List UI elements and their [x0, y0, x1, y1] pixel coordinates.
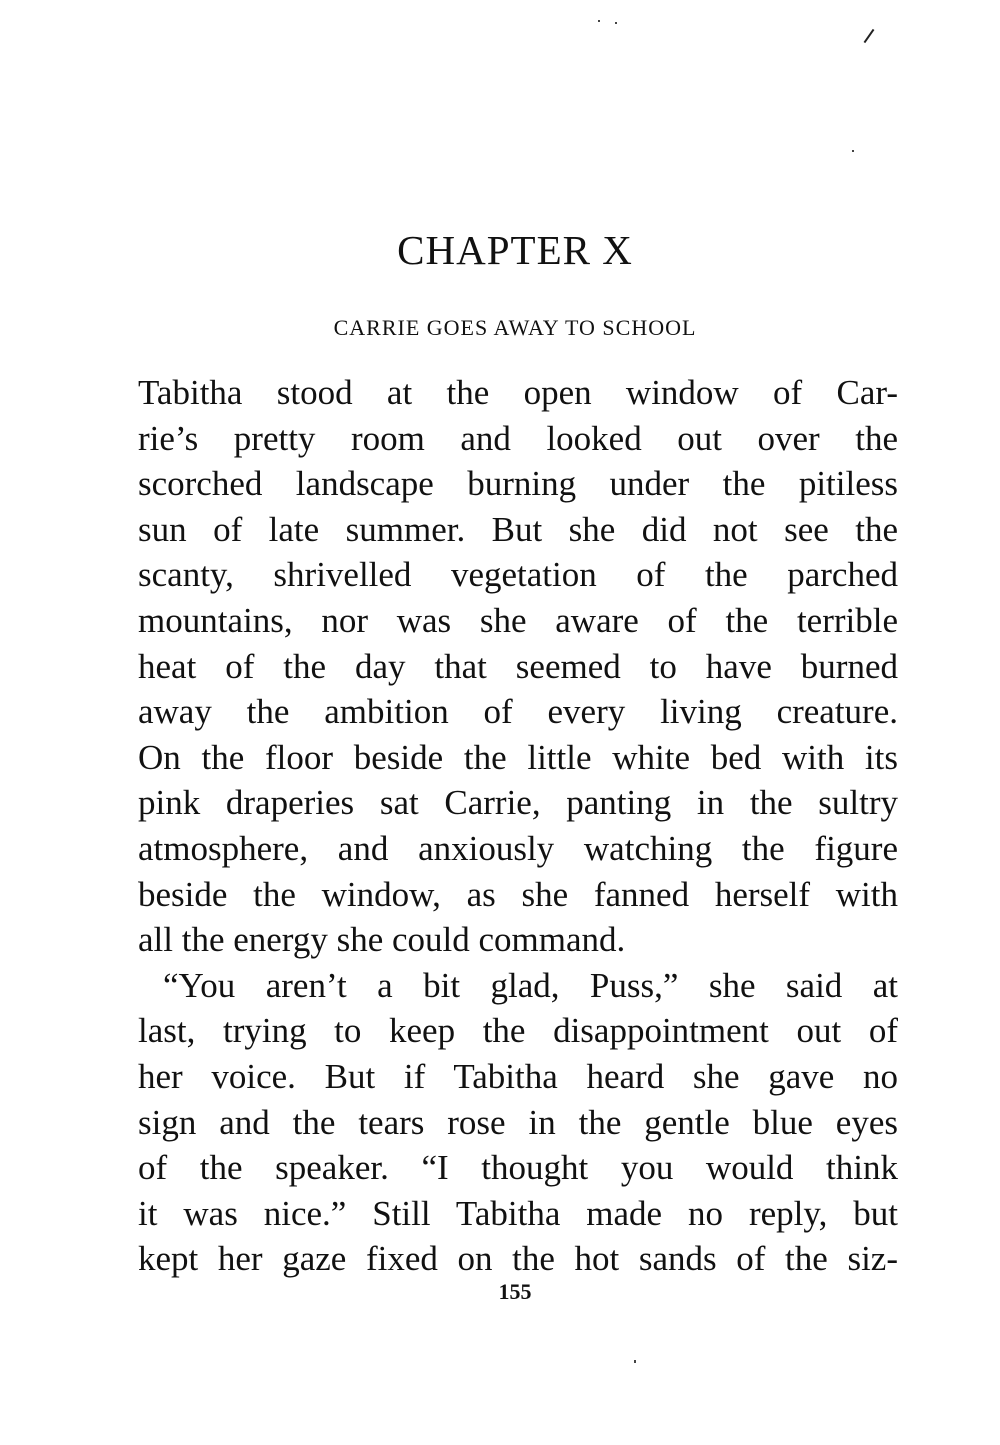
text-line: of the speaker. “I thought you would think — [138, 1148, 898, 1188]
text-line: beside the window, as she fanned herself with — [138, 874, 898, 914]
scan-speck — [615, 22, 617, 24]
text-line: Tabitha stood at the open window of Car- — [138, 373, 898, 412]
chapter-subtitle: CARRIE GOES AWAY TO SCHOOL — [333, 315, 697, 340]
text-line: heat of the day that seemed to have burned — [138, 646, 898, 686]
scan-mark — [864, 29, 875, 43]
body-text — [138, 370, 898, 1282]
text-line: rie’s pretty room and looked out over the — [138, 418, 898, 458]
text-line: On the floor beside the little white bed with its — [138, 737, 898, 777]
text-line: all the energy she could command. — [138, 920, 626, 960]
scan-speck — [598, 20, 600, 22]
text-line: scanty, shrivelled vegetation of the parched — [138, 555, 898, 595]
text-line: sun of late summer. But she did not see the — [138, 509, 898, 549]
text-line: away the ambition of every living creature. — [138, 692, 898, 732]
text-line: scorched landscape burning under the pitiless — [138, 464, 898, 504]
text-line: last, trying to keep the disappointment out of — [138, 1011, 898, 1051]
text-line: pink draperies sat Carrie, panting in the sultry — [138, 783, 898, 823]
text-line: her voice. But if Tabitha heard she gave no — [138, 1056, 898, 1096]
text-line: it was nice.” Still Tabitha made no reply, but — [138, 1193, 898, 1233]
chapter-title: CHAPTER X — [397, 227, 633, 273]
text-line: mountains, nor was she aware of the terrible — [138, 600, 898, 640]
text-line: atmosphere, and anxiously watching the figure — [138, 828, 898, 868]
page-number: 155 — [498, 1279, 532, 1304]
text-line: sign and the tears rose in the gentle blue eyes — [138, 1102, 898, 1142]
text-line: kept her gaze fixed on the hot sands of the siz- — [138, 1239, 898, 1279]
text-line: “You aren’t a bit glad, Puss,” she said at — [163, 965, 898, 1005]
scan-speck — [852, 150, 854, 152]
scan-speck — [634, 1360, 636, 1363]
